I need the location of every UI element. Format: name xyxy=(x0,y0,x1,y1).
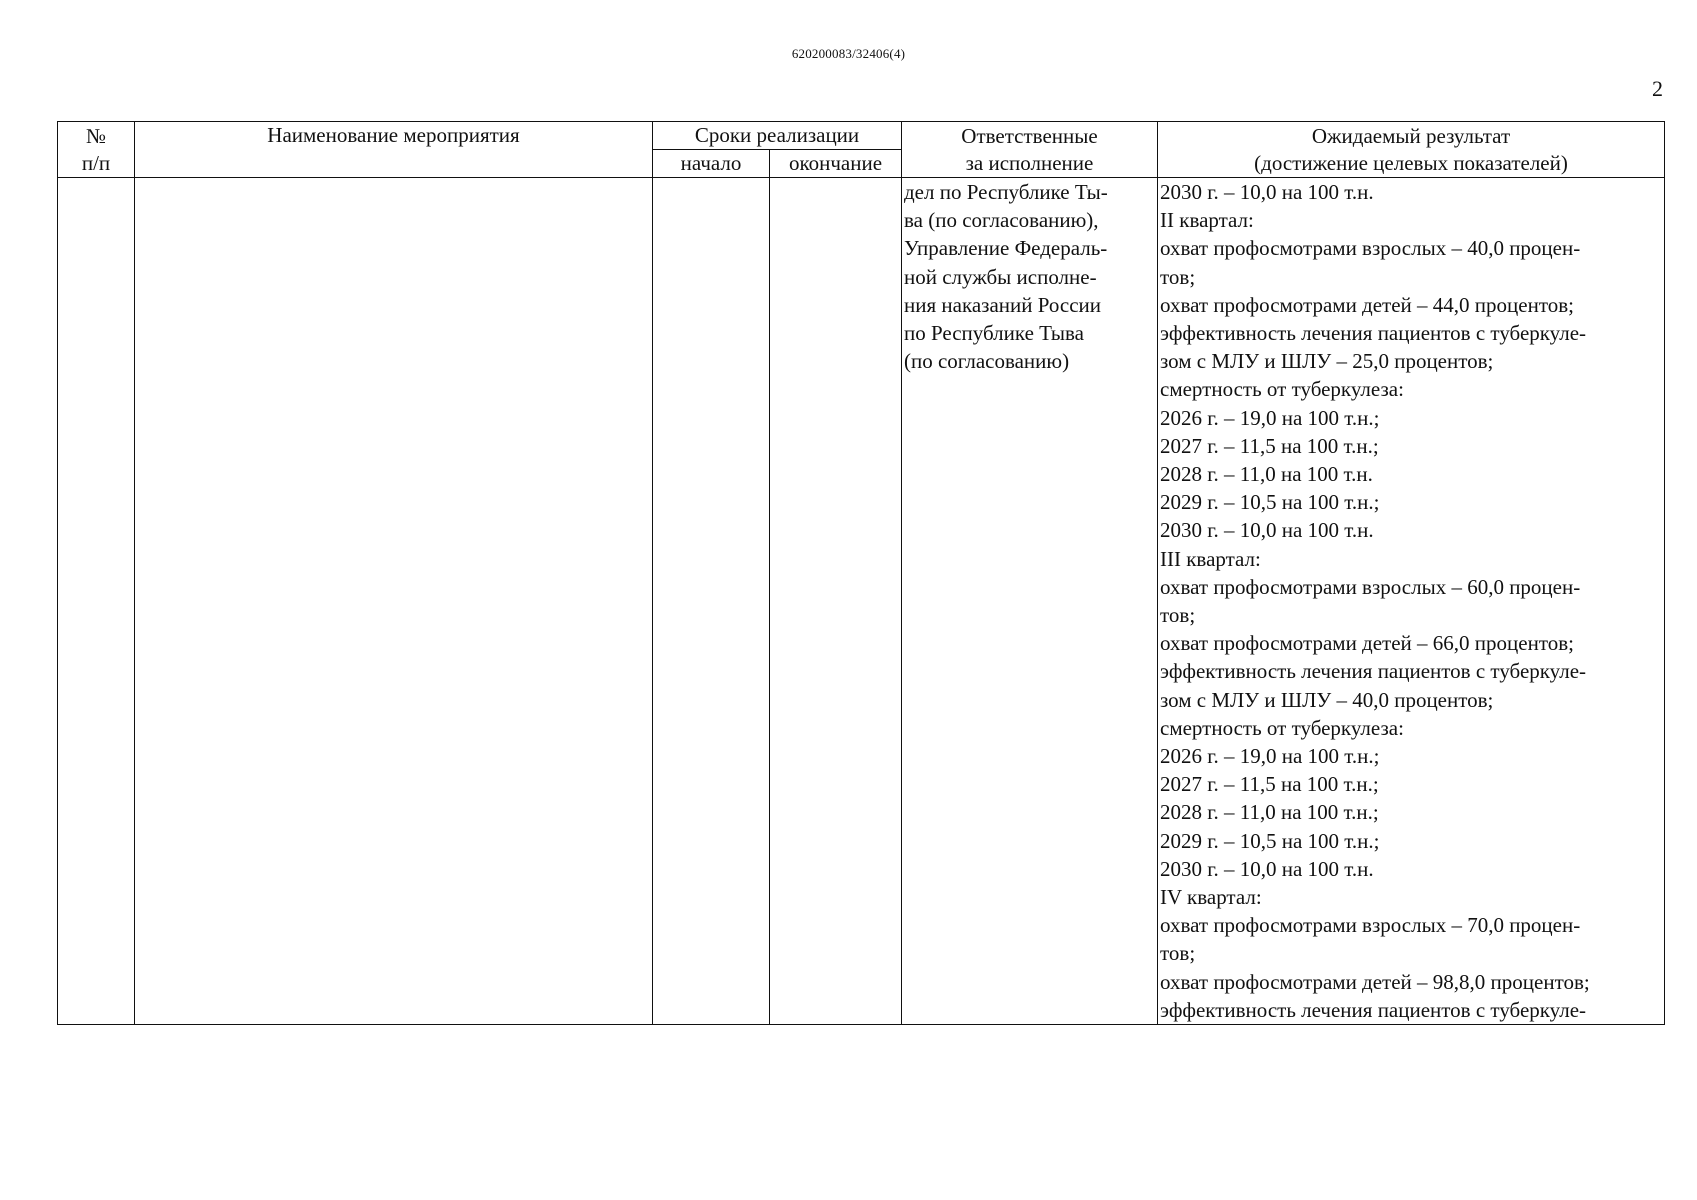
result-line: 2030 г. – 10,0 на 100 т.н. xyxy=(1160,856,1374,881)
header-number-line2: п/п xyxy=(81,150,111,175)
result-line: III квартал: xyxy=(1160,546,1261,571)
header-result-line1: Ожидаемый результат xyxy=(1311,123,1511,148)
result-line: 2030 г. – 10,0 на 100 т.н. xyxy=(1160,518,1374,543)
page-number: 2 xyxy=(1652,76,1663,101)
result-line: 2026 г. – 19,0 на 100 т.н.; xyxy=(1160,405,1380,430)
header-activity-name: Наименование мероприятия xyxy=(135,122,653,178)
result-line: 2027 г. – 11,5 на 100 т.н.; xyxy=(1160,772,1379,797)
result-line: зом с МЛУ и ШЛУ – 40,0 процентов; xyxy=(1160,687,1494,712)
cell-end xyxy=(770,178,902,1025)
responsible-line: (по согласованию) xyxy=(904,349,1070,374)
header-responsible-line1: Ответственные xyxy=(961,123,1098,148)
responsible-line: ния наказаний России xyxy=(904,292,1102,317)
result-line: IV квартал: xyxy=(1160,885,1262,910)
result-line: 2028 г. – 11,0 на 100 т.н. xyxy=(1160,462,1373,487)
document-registration-number: 620200083/32406(4) xyxy=(791,46,906,61)
header-responsible-line2: за исполнение xyxy=(965,150,1094,175)
result-line: эффективность лечения пациентов с туберкуле- xyxy=(1160,321,1587,346)
result-line: охват профосмотрами взрослых – 70,0 процен- xyxy=(1160,913,1581,938)
result-line: смертность от туберкулеза: xyxy=(1160,377,1404,402)
header-number xyxy=(58,122,135,178)
result-line: охват профосмотрами детей – 66,0 процентов; xyxy=(1160,631,1574,656)
cell-number xyxy=(58,178,135,1025)
result-line: тов; xyxy=(1160,941,1196,966)
responsible-line: по Республике Тыва xyxy=(904,321,1084,346)
header-expected-result xyxy=(1158,122,1665,178)
header-result-line2: (достижение целевых показателей) xyxy=(1254,150,1568,175)
header-start: начало xyxy=(653,150,770,178)
result-line: 2026 г. – 19,0 на 100 т.н.; xyxy=(1160,744,1380,769)
responsible-line: Управление Федераль- xyxy=(904,236,1108,261)
responsible-line: ва (по согласованию), xyxy=(904,208,1099,233)
result-line: 2028 г. – 11,0 на 100 т.н.; xyxy=(1160,800,1379,825)
result-lines xyxy=(1158,178,1664,1024)
cell-start xyxy=(653,178,770,1025)
result-line: тов; xyxy=(1160,264,1196,289)
result-line: охват профосмотрами взрослых – 60,0 процен- xyxy=(1160,574,1581,599)
result-line: охват профосмотрами детей – 44,0 процентов; xyxy=(1160,292,1574,317)
result-line: тов; xyxy=(1160,603,1196,628)
cell-responsible xyxy=(902,178,1158,1025)
result-line: 2030 г. – 10,0 на 100 т.н. xyxy=(1160,180,1374,204)
result-line: охват профосмотрами детей – 98,8,0 процентов; xyxy=(1160,969,1590,994)
header-number-line1: № xyxy=(85,123,107,148)
result-line: 2029 г. – 10,5 на 100 т.н.; xyxy=(1160,828,1380,853)
responsible-line: ной службы исполне- xyxy=(904,264,1097,289)
header-end: окончание xyxy=(770,150,902,178)
result-line: охват профосмотрами взрослых – 40,0 процен- xyxy=(1160,236,1581,261)
header-responsible xyxy=(902,122,1158,178)
result-line: смертность от туберкулеза: xyxy=(1160,715,1404,740)
cell-expected-result xyxy=(1158,178,1665,1025)
action-plan-table xyxy=(57,121,1665,1025)
result-line: эффективность лечения пациентов с туберкуле- xyxy=(1160,997,1587,1022)
result-line: 2027 г. – 11,5 на 100 т.н.; xyxy=(1160,433,1379,458)
header-implementation-terms: Сроки реализации xyxy=(653,122,902,150)
result-line: эффективность лечения пациентов с туберкуле- xyxy=(1160,659,1587,684)
result-line: 2029 г. – 10,5 на 100 т.н.; xyxy=(1160,490,1380,515)
responsible-lines xyxy=(902,178,1157,375)
result-line: зом с МЛУ и ШЛУ – 25,0 процентов; xyxy=(1160,349,1494,374)
responsible-line: дел по Республике Ты- xyxy=(904,180,1108,204)
cell-activity-name xyxy=(135,178,653,1025)
result-line: II квартал: xyxy=(1160,208,1254,233)
table-row xyxy=(58,178,1665,1025)
